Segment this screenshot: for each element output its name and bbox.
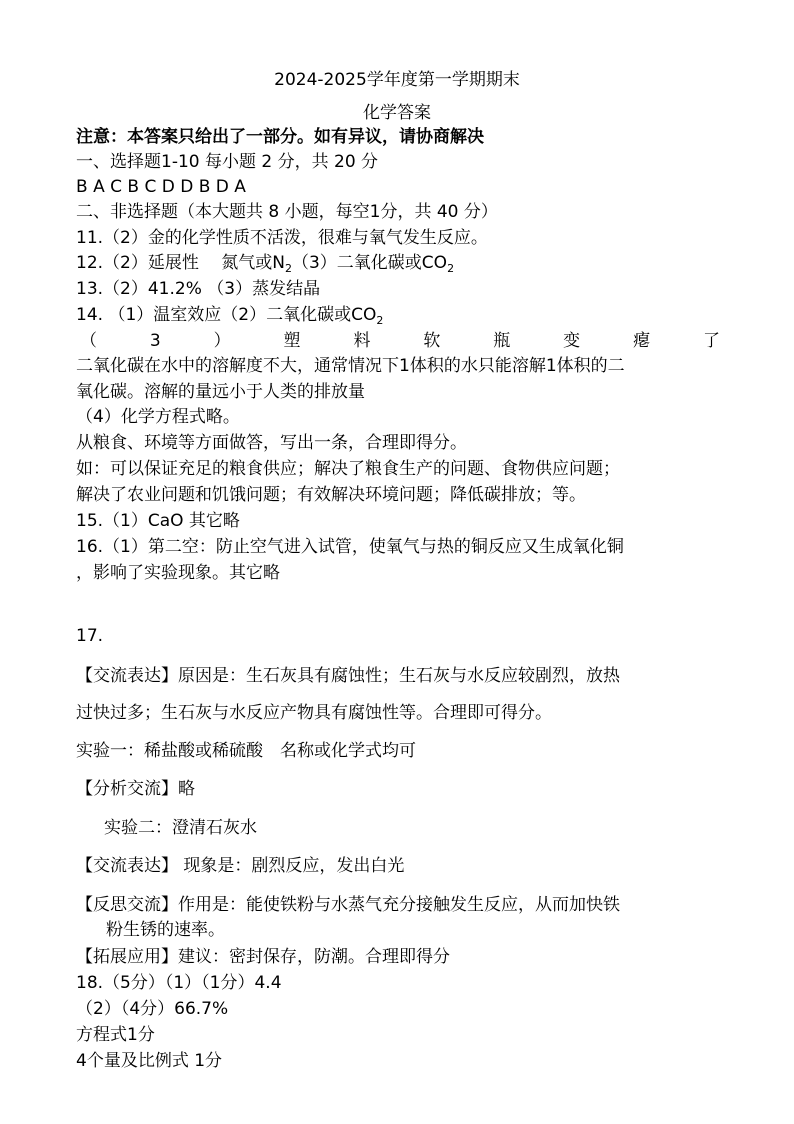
answer-17-line-9: 【拓展应用】建议：密封保存，防潮。合理即得分: [76, 947, 450, 967]
justified-char: 瓶: [493, 331, 511, 351]
answer-18-line-2: （2）（4分）66.7%: [76, 999, 229, 1019]
answer-17-line-3: 实验一：稀盐酸或稀硫酸 名称或化学式均可: [76, 741, 416, 761]
section1-answers: B A C B C D D B D A: [76, 177, 246, 197]
answer-17-line-8: 粉生锈的速率。: [106, 920, 225, 940]
answer-18-line-3: 方程式1分: [76, 1025, 155, 1045]
answer-13: 13.（2）41.2% （3）蒸发结晶: [76, 279, 321, 299]
justified-char: ）: [213, 331, 231, 351]
answer-14-part-a: 14. （1）温室效应（2）二氧化碳或CO: [76, 305, 377, 325]
answer-12-subscript-1: 2: [284, 262, 292, 275]
section1-heading: 一、选择题1-10 每小题 2 分，共 20 分: [76, 152, 379, 172]
answer-17-number: 17.: [76, 626, 104, 646]
justified-char: （: [80, 331, 97, 351]
answer-12-subscript-2: 2: [447, 262, 455, 275]
answer-14-line-3: 氧化碳。溶解的量远小于人类的排放量: [76, 382, 365, 402]
answer-14-line-2: 二氧化碳在水中的溶解度不大，通常情况下1体积的水只能溶解1体积的二: [76, 356, 625, 376]
answer-18-line-4: 4个量及比例式 1分: [76, 1051, 223, 1071]
answer-12-part-b: （3）二氧化碳或CO: [291, 253, 448, 273]
answer-14-subscript: 2: [376, 314, 384, 327]
answer-12-part-a: 12.（2）延展性 氮气或N: [76, 253, 285, 273]
answer-17-line-1: 【交流表达】原因是：生石灰具有腐蚀性；生石灰与水反应较剧烈，放热: [76, 666, 620, 686]
justified-char: 软: [423, 331, 441, 351]
page-subtitle: 化学答案: [363, 103, 431, 123]
answer-15: 15.（1）CaO 其它略: [76, 511, 240, 531]
answer-17-line-2: 过快过多；生石灰与水反应产物具有腐蚀性等。合理即可得分。: [76, 703, 552, 723]
justified-char: 变: [563, 331, 581, 351]
answer-16-line-2: ，影响了实验现象。其它略: [76, 563, 280, 583]
answer-11: 11.（2）金的化学性质不活泼，很难与氧气发生反应。: [76, 228, 488, 248]
section2-heading: 二、非选择题（本大题共 8 小题，每空1分，共 40 分）: [76, 202, 498, 222]
justified-char: 瘪: [633, 331, 651, 351]
answer-14-justified-line: [80, 329, 720, 353]
page-title: 2024-2025学年度第一学期期末: [274, 70, 520, 90]
justified-char: 料: [353, 331, 371, 351]
answer-17-line-5: 实验二：澄清石灰水: [104, 818, 257, 838]
answer-14-line-4: （4）化学方程式略。: [76, 407, 240, 427]
answer-12: [76, 251, 454, 277]
answer-14-line-6: 如：可以保证充足的粮食供应；解决了粮食生产的问题、食物供应问题；: [76, 459, 620, 479]
answer-14-line-5: 从粮食、环境等方面做答，写出一条，合理即得分。: [76, 433, 467, 453]
answer-14-line-7: 解决了农业问题和饥饿问题；有效解决环境问题；降低碳排放；等。: [76, 485, 586, 505]
justified-char: 3: [149, 331, 161, 351]
notice-line: 注意：本答案只给出了一部分。如有异议，请协商解决: [76, 127, 484, 147]
justified-char: 了: [702, 331, 720, 351]
answer-18-line-1: 18.（5分）（1）（1分）4.4: [76, 973, 282, 993]
answer-16-line-1: 16.（1）第二空：防止空气进入试管，使氧气与热的铜反应又生成氧化铜: [76, 537, 624, 557]
answer-14-line-1: [76, 303, 383, 329]
answer-17-line-6: 【交流表达】 现象是：剧烈反应，发出白光: [76, 856, 405, 876]
justified-char: 塑: [283, 331, 301, 351]
answer-17-line-4: 【分析交流】略: [76, 779, 195, 799]
answer-17-line-7: 【反思交流】作用是：能使铁粉与水蒸气充分接触发生反应，从而加快铁: [76, 895, 620, 915]
